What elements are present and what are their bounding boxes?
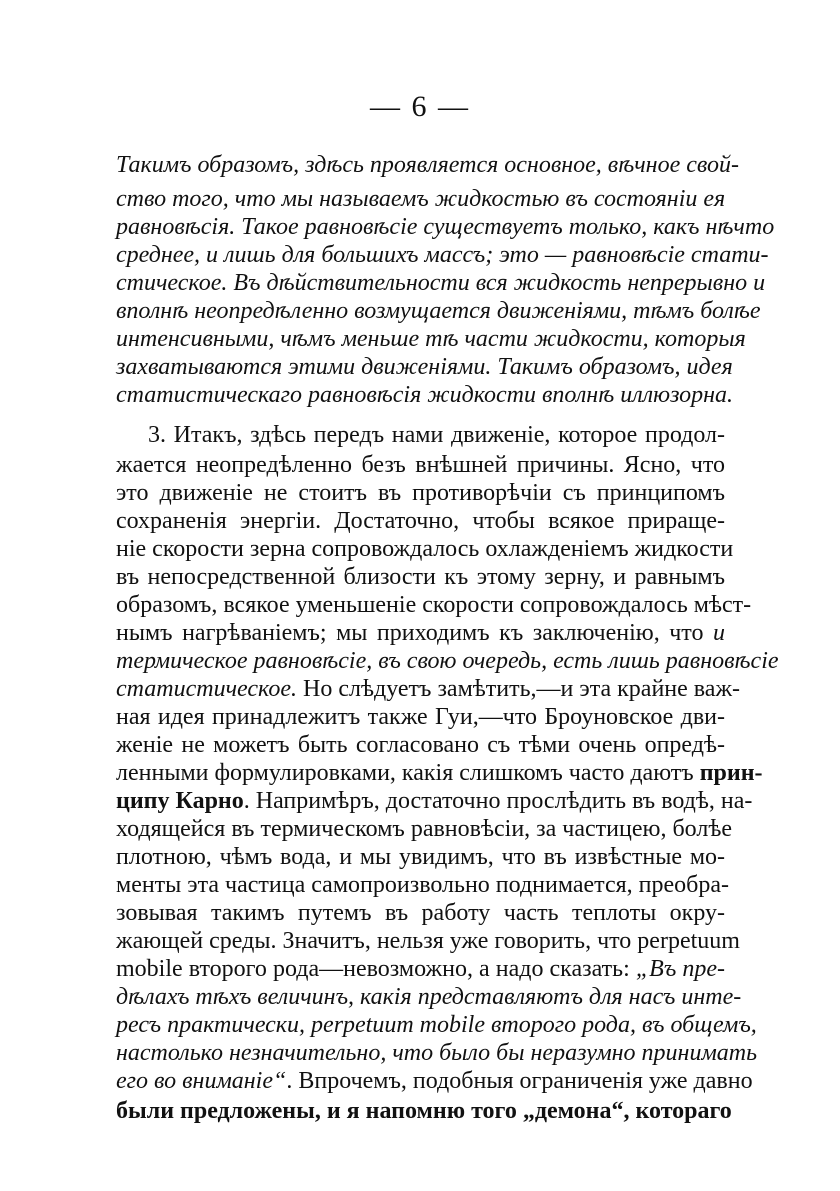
text-line <box>116 148 739 182</box>
text-segment: были предложены, и я напомню того „демона“, котораго <box>116 1098 732 1124</box>
text-line <box>116 378 734 412</box>
text-segment: жается неопредѣленно безъ внѣшней причины. Ясно, что <box>116 452 725 478</box>
text-segment: ресъ практически, perpetuum mobile второго рода, въ общемъ, <box>116 1012 757 1038</box>
text-segment: интенсивными, чѣмъ меньше тѣ части жидкости, которыя <box>116 326 746 352</box>
text-segment: менты эта частица самопроизвольно поднимается, преобра- <box>116 872 730 898</box>
text-segment: ленными формулировками, какiя слишкомъ часто даютъ <box>116 760 700 786</box>
text-segment: Такимъ образомъ, здѣсь проявляется основное, вѣчное свой- <box>116 152 739 178</box>
page-number: — 6 — <box>370 90 470 123</box>
text-segment: ходящейся въ термическомъ равновѣсiи, за частицею, болѣе <box>116 816 732 842</box>
text-segment: это движенiе не стоитъ въ противорѣчiи съ принципомъ <box>116 480 725 506</box>
text-segment: статистическое. <box>116 676 297 702</box>
text-segment: женiе не можетъ быть согласовано съ тѣми очень опредѣ- <box>116 732 725 758</box>
text-segment: сохраненiя энергiи. Достаточно, чтобы всякое прираще- <box>116 508 725 534</box>
text-segment: и <box>713 620 725 646</box>
text-segment: настолько незначительно, что было бы неразумно принимать <box>116 1040 758 1066</box>
text-segment: въ непосредственной близости къ этому зерну, и равнымъ <box>116 564 725 590</box>
text-segment: нiе скорости зерна сопровождалось охлажденiемъ жидкости <box>116 536 734 562</box>
text-segment: равновѣсiя. Такое равновѣсiе существуетъ только, какъ нѣчто <box>116 214 775 240</box>
text-segment: нымъ нагрѣванiемъ; мы приходимъ къ заключенiю, что <box>116 620 713 646</box>
text-segment: „Въ пре- <box>635 956 726 982</box>
text-segment: стическое. Въ дѣйствительности вся жидкость непрерывно и <box>116 270 766 296</box>
text-segment: вполнѣ неопредѣленно возмущается движенiями, тѣмъ болѣе <box>116 298 761 324</box>
text-segment: mobile второго рода—невозможно, а надо сказать: <box>116 956 636 982</box>
text-segment: . Впрочемъ, подобныя ограниченiя уже давно <box>286 1068 753 1094</box>
text-line <box>116 1094 732 1128</box>
text-segment: ная идея принадлежитъ также Гуи,—что Броуновское дви- <box>116 704 725 730</box>
text-segment: среднее, и лишь для большихъ массъ; это — равновѣсiе стати- <box>116 242 769 268</box>
text-segment: . Напримѣръ, достаточно прослѣдить въ водѣ, на- <box>243 788 753 814</box>
text-segment: прин- <box>699 760 763 786</box>
text-segment: жающей среды. Значитъ, нельзя уже говорить, что perpetuum <box>116 928 740 954</box>
text-segment: ципу Карно <box>116 788 244 814</box>
text-segment: термическое равновѣсiе, въ свою очередь, есть лишь равновѣсiе <box>116 648 779 674</box>
text-line <box>148 418 725 452</box>
text-segment: плотною, чѣмъ вода, и мы увидимъ, что въ извѣстные мо- <box>116 844 725 870</box>
text-segment: ство того, что мы называемъ жидкостью въ состоянiи ея <box>116 186 726 212</box>
text-segment: дѣлахъ тѣхъ величинъ, какiя представляютъ для насъ инте- <box>116 984 742 1010</box>
text-segment: его во вниманiе“ <box>116 1068 287 1094</box>
text-line <box>116 1064 753 1098</box>
text-segment: статистическаго равновѣсiя жидкости вполнѣ иллюзорна. <box>116 382 734 408</box>
text-segment: 3. Итакъ, здѣсь передъ нами движенiе, которое продол- <box>148 422 725 448</box>
text-segment: зовывая такимъ путемъ въ работу часть теплоты окру- <box>116 900 725 926</box>
text-segment: образомъ, всякое уменьшенiе скорости сопровождалось мѣст- <box>116 592 752 618</box>
text-segment: захватываются этими движенiями. Такимъ образомъ, идея <box>116 354 733 380</box>
text-segment: Но слѣдуетъ замѣтить,—и эта крайне важ- <box>297 676 741 702</box>
